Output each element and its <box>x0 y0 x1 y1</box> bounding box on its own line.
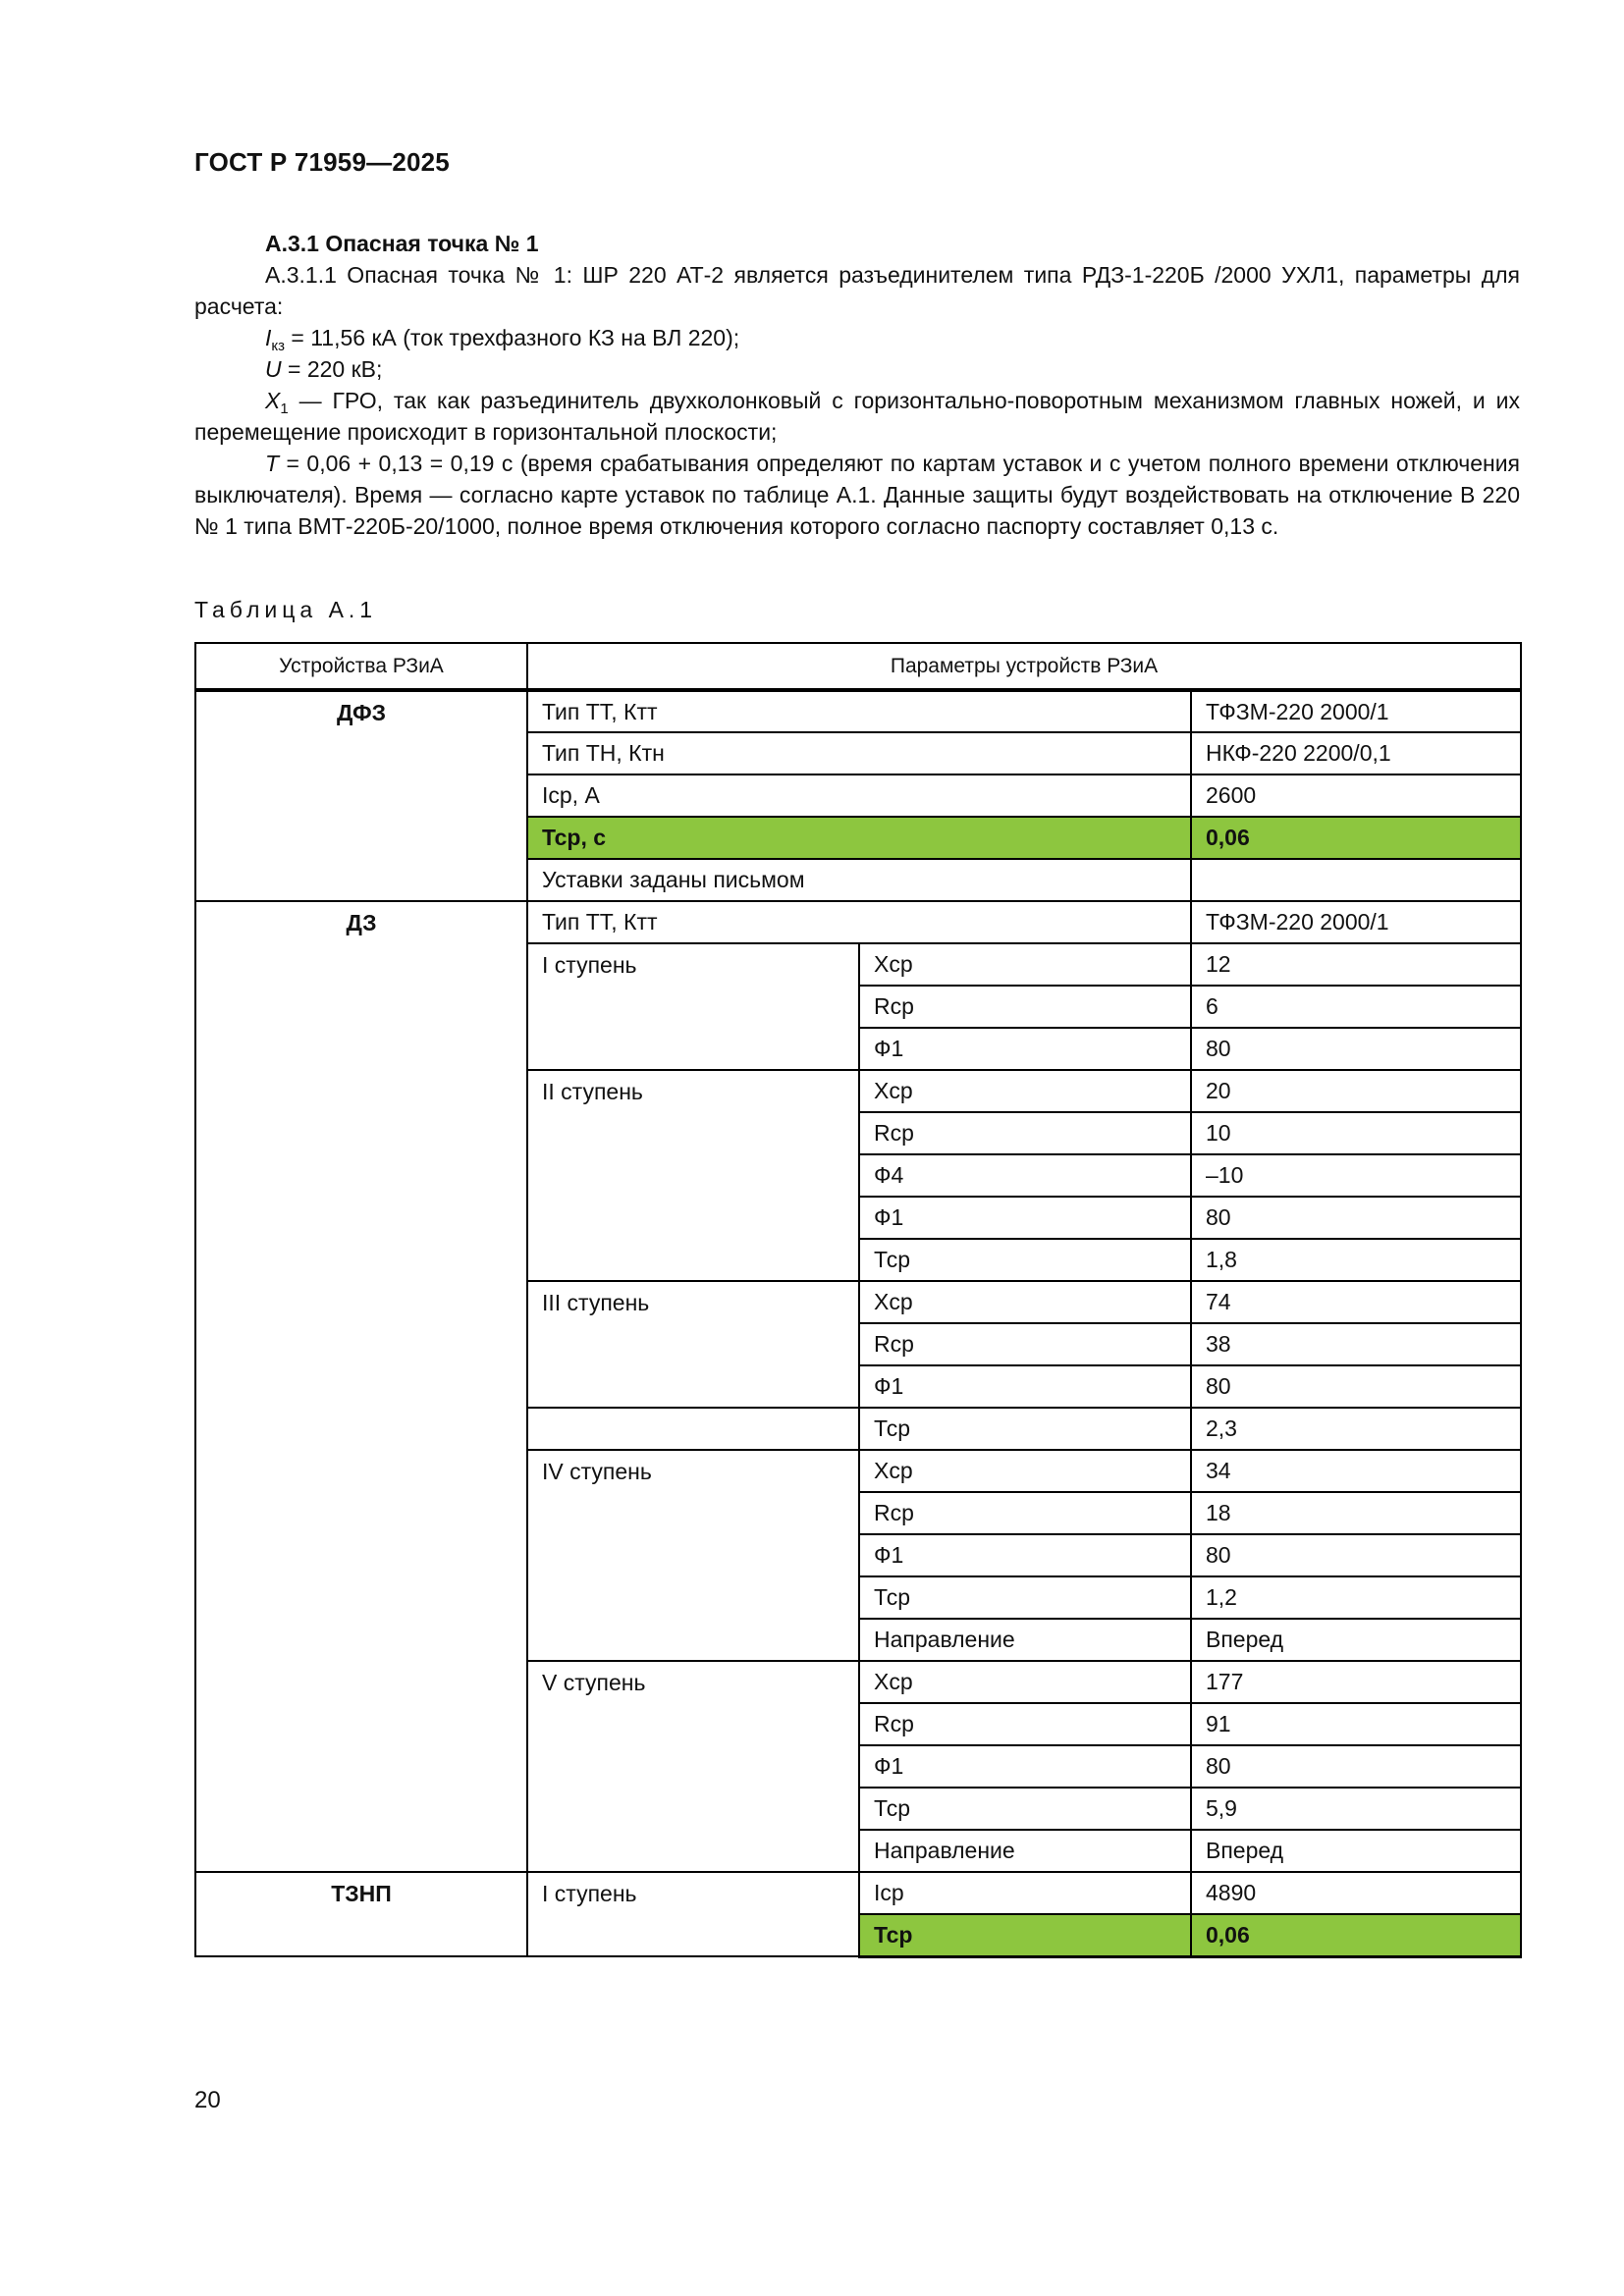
param-name: Уставки заданы письмом <box>527 859 1191 901</box>
param-name: Тип ТН, Ктн <box>527 732 1191 774</box>
param-value: 91 <box>1191 1703 1521 1745</box>
param-value: 80 <box>1191 1028 1521 1070</box>
param-value: 12 <box>1191 943 1521 986</box>
param-value: 177 <box>1191 1661 1521 1703</box>
page-number: 20 <box>194 2087 221 2113</box>
param-ikz-text: = 11,56 кА (ток трехфазного КЗ на ВЛ 220); <box>285 325 740 350</box>
param-name: Ф1 <box>859 1365 1191 1408</box>
param-name: Rср <box>859 1323 1191 1365</box>
stage-label-empty <box>527 1408 859 1450</box>
param-name: Хср <box>859 1450 1191 1492</box>
param-name: Rср <box>859 1112 1191 1154</box>
table-caption: Таблица А.1 <box>194 597 378 622</box>
param-name: Ф1 <box>859 1534 1191 1576</box>
param-ikz-symbol: I <box>265 325 272 350</box>
header-devices: Устройства РЗиА <box>195 643 527 690</box>
param-name: Хср <box>859 1281 1191 1323</box>
intro-paragraph: А.3.1.1 Опасная точка № 1: ШР 220 АТ-2 является разъединителем типа РДЗ-1-220Б /2000 УХЛ1, параметры для расчета: <box>194 262 1520 319</box>
param-x1-sub: 1 <box>280 400 289 417</box>
param-name: Хср <box>859 1661 1191 1703</box>
param-name: Хср <box>859 1070 1191 1112</box>
param-value: ТФЗМ-220 2000/1 <box>1191 690 1521 732</box>
stage-label: II ступень <box>527 1070 859 1281</box>
param-value: 18 <box>1191 1492 1521 1534</box>
param-name: Rср <box>859 1703 1191 1745</box>
group-tznp: ТЗНП <box>195 1872 527 1956</box>
param-value: –10 <box>1191 1154 1521 1197</box>
param-value: 1,2 <box>1191 1576 1521 1619</box>
param-name: Ф4 <box>859 1154 1191 1197</box>
param-value: Вперед <box>1191 1830 1521 1872</box>
param-name: Тип ТТ, Ктт <box>527 690 1191 732</box>
section-heading: А.3.1 Опасная точка № 1 <box>265 231 539 256</box>
table-row <box>195 901 1521 943</box>
param-value: НКФ-220 2200/0,1 <box>1191 732 1521 774</box>
param-value: 2,3 <box>1191 1408 1521 1450</box>
param-name: Тср <box>859 1239 1191 1281</box>
param-value: 80 <box>1191 1365 1521 1408</box>
settings-table <box>194 642 1522 1958</box>
param-name: Iср, А <box>527 774 1191 817</box>
stage-label: IV ступень <box>527 1450 859 1661</box>
param-name: Тср <box>859 1408 1191 1450</box>
param-value <box>1191 859 1521 901</box>
param-name: Rср <box>859 986 1191 1028</box>
param-ikz <box>194 322 1520 353</box>
param-t-text: = 0,06 + 0,13 = 0,19 с (время срабатывания определяют по картам уставок и с учетом полного времени отключения выключателя). Время — согласно карте уставок по таблице А.1. Данные защиты будут воздействовать на отключение В 220 № 1 типа ВМТ-220Б-20/1000, полное время отключения которого согласно паспорту составляет 0,13 с. <box>194 451 1520 539</box>
param-value: 34 <box>1191 1450 1521 1492</box>
param-name: Направление <box>859 1830 1191 1872</box>
param-value: Вперед <box>1191 1619 1521 1661</box>
param-name: Тср <box>859 1914 1191 1956</box>
param-value: 6 <box>1191 986 1521 1028</box>
param-x1-symbol: X <box>265 388 281 413</box>
param-name: Тср, с <box>527 817 1191 859</box>
param-value: 1,8 <box>1191 1239 1521 1281</box>
param-value: 5,9 <box>1191 1788 1521 1830</box>
param-name: Тср <box>859 1576 1191 1619</box>
table-header-row <box>195 643 1521 690</box>
group-dz: ДЗ <box>195 901 527 1872</box>
param-name: Ф1 <box>859 1197 1191 1239</box>
param-name: Тср <box>859 1788 1191 1830</box>
param-name: Хср <box>859 943 1191 986</box>
param-ikz-sub: кз <box>271 338 285 354</box>
param-value: 80 <box>1191 1745 1521 1788</box>
section-body <box>194 228 1520 542</box>
param-value: 38 <box>1191 1323 1521 1365</box>
stage-label: III ступень <box>527 1281 859 1408</box>
group-dfz: ДФЗ <box>195 690 527 901</box>
param-value: 10 <box>1191 1112 1521 1154</box>
param-name: Направление <box>859 1619 1191 1661</box>
param-t <box>194 448 1520 542</box>
param-u-text: = 220 кВ; <box>281 356 383 382</box>
param-name: Тип ТТ, Ктт <box>527 901 1191 943</box>
table-row <box>195 690 1521 732</box>
param-value: 0,06 <box>1191 817 1521 859</box>
param-x1 <box>194 385 1520 448</box>
param-t-symbol: T <box>265 451 280 476</box>
param-value: 20 <box>1191 1070 1521 1112</box>
stage-label: I ступень <box>527 943 859 1070</box>
param-value: ТФЗМ-220 2000/1 <box>1191 901 1521 943</box>
param-x1-text: — ГРО, так как разъединитель двухколонковый с горизонтально-поворотным механизмом главных ножей, и их перемещение происходит в горизонтальной плоскости; <box>194 388 1520 445</box>
param-name: Ф1 <box>859 1028 1191 1070</box>
stage-label: V ступень <box>527 1661 859 1872</box>
stage-label: I ступень <box>527 1872 859 1956</box>
param-value: 80 <box>1191 1534 1521 1576</box>
document-header: ГОСТ Р 71959—2025 <box>194 147 450 177</box>
param-name: Iср <box>859 1872 1191 1914</box>
table-row <box>195 1872 1521 1914</box>
param-u <box>194 353 1520 385</box>
param-value: 74 <box>1191 1281 1521 1323</box>
param-u-symbol: U <box>265 356 282 382</box>
param-value: 2600 <box>1191 774 1521 817</box>
param-value: 0,06 <box>1191 1914 1521 1956</box>
param-name: Ф1 <box>859 1745 1191 1788</box>
param-value: 4890 <box>1191 1872 1521 1914</box>
param-name: Rср <box>859 1492 1191 1534</box>
param-value: 80 <box>1191 1197 1521 1239</box>
header-parameters: Параметры устройств РЗиА <box>527 643 1521 690</box>
